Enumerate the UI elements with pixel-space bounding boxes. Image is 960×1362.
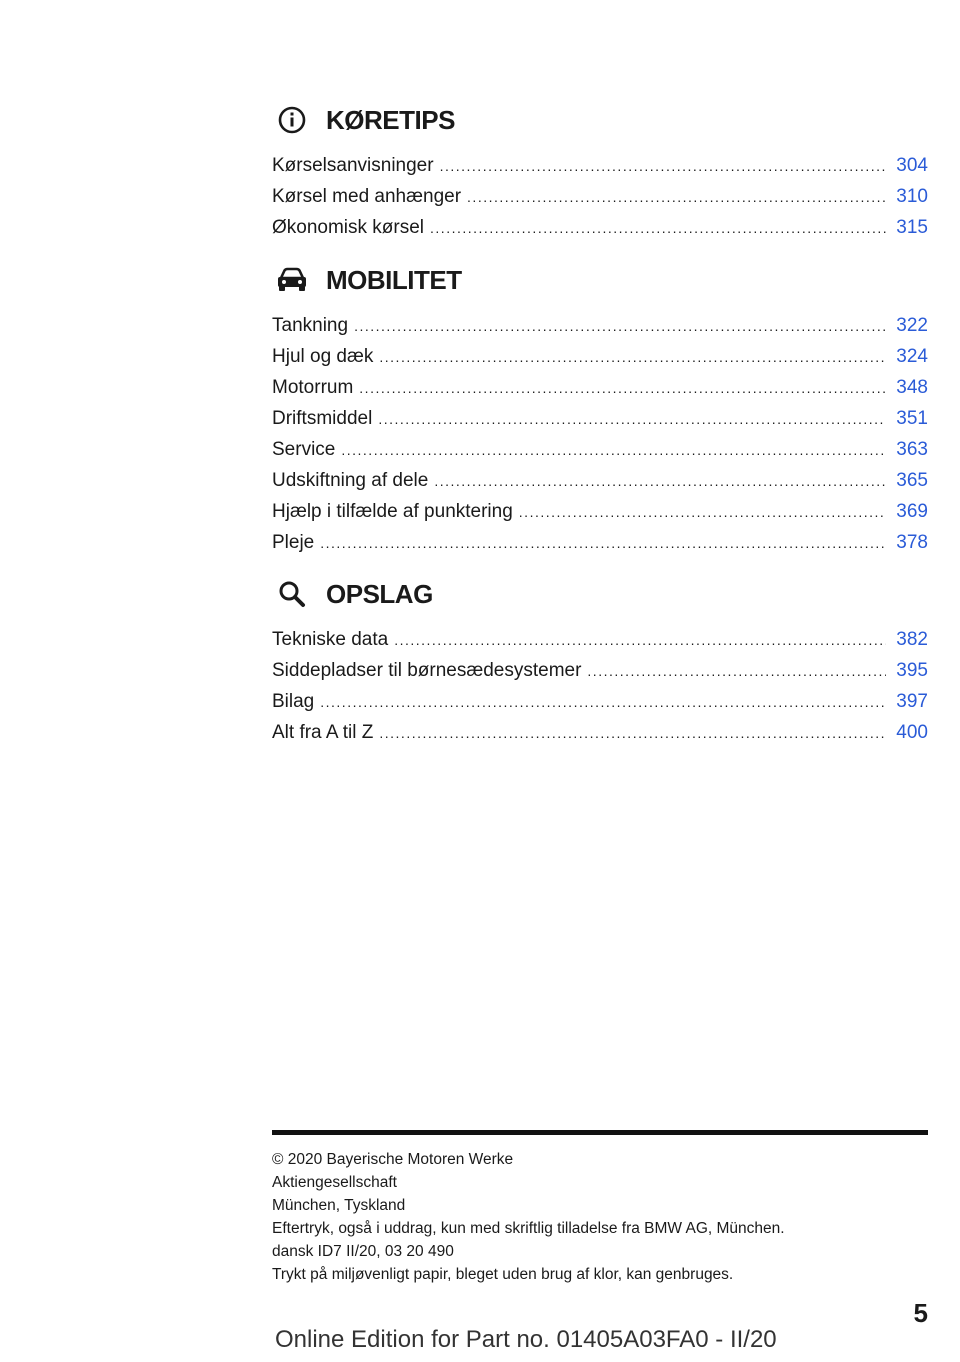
- toc-entry[interactable]: [272, 341, 928, 372]
- section-title: OPSLAG: [326, 578, 433, 609]
- toc-page-link[interactable]: 322: [896, 315, 928, 336]
- toc-entry-label: Hjul og dæk: [272, 346, 374, 367]
- search-icon: [272, 574, 312, 614]
- toc-page-link[interactable]: 324: [896, 346, 928, 367]
- toc-page-link[interactable]: 348: [896, 377, 928, 398]
- section-koretips: [272, 100, 928, 243]
- section-opslag: [272, 574, 928, 748]
- toc-list: [272, 310, 928, 558]
- section-mobilitet: [272, 260, 928, 558]
- toc-entry-label: Kørsel med anhænger: [272, 186, 462, 207]
- toc-entry-label: Økonomisk kørsel: [272, 217, 425, 238]
- toc-page-link[interactable]: 315: [896, 217, 928, 238]
- toc-entry-label: Tankning: [272, 315, 349, 336]
- imprint-line: Trykt på miljøvenligt papir, bleget uden brug af klor, kan genbruges.: [272, 1266, 734, 1283]
- page-number: 5: [913, 1298, 928, 1328]
- toc-entry-label: Siddepladser til børnesædesystemer: [272, 660, 582, 681]
- dot-leader: [379, 342, 886, 373]
- imprint-line: Aktiengesellschaft: [272, 1174, 397, 1191]
- dot-leader: [467, 182, 886, 213]
- toc-entry[interactable]: [272, 527, 928, 558]
- toc-page-link[interactable]: 397: [896, 691, 928, 712]
- dot-leader: [379, 718, 886, 749]
- toc-entry-label: Bilag: [272, 691, 315, 712]
- dot-leader: [440, 151, 886, 182]
- toc-page-link[interactable]: 400: [896, 722, 928, 743]
- dot-leader: [378, 404, 886, 435]
- online-edition-watermark: Online Edition for Part no. 01405A03FA0 - II/20: [275, 1326, 777, 1353]
- toc-entry[interactable]: [272, 403, 928, 434]
- dot-leader: [354, 311, 886, 342]
- toc-entry[interactable]: [272, 496, 928, 527]
- dot-leader: [587, 656, 886, 687]
- toc-entry-label: Udskiftning af dele: [272, 470, 429, 491]
- section-header: [272, 574, 928, 614]
- toc-page-link[interactable]: 310: [896, 186, 928, 207]
- toc-entry-label: Driftsmiddel: [272, 408, 373, 429]
- toc-entry-label: Service: [272, 439, 336, 460]
- section-title: KØRETIPS: [326, 104, 455, 135]
- toc-entry-label: Tekniske data: [272, 629, 389, 650]
- footer-divider: [272, 1130, 928, 1135]
- toc-page-link[interactable]: 382: [896, 629, 928, 650]
- dot-leader: [341, 435, 886, 466]
- section-title: MOBILITET: [326, 264, 462, 295]
- toc-page-link[interactable]: 365: [896, 470, 928, 491]
- section-header: [272, 100, 928, 140]
- toc-entry-label: Hjælp i tilfælde af punktering: [272, 501, 513, 522]
- toc-entry[interactable]: [272, 372, 928, 403]
- dot-leader: [320, 687, 886, 718]
- toc-entry-label: Alt fra A til Z: [272, 722, 374, 743]
- toc-page-link[interactable]: 351: [896, 408, 928, 429]
- toc-page-link[interactable]: 369: [896, 501, 928, 522]
- toc-page-link[interactable]: 363: [896, 439, 928, 460]
- toc-list: [272, 624, 928, 748]
- toc-page-link[interactable]: 378: [896, 532, 928, 553]
- dot-leader: [519, 497, 886, 528]
- toc-entry[interactable]: [272, 310, 928, 341]
- dot-leader: [359, 373, 886, 404]
- toc-entry-label: Motorrum: [272, 377, 354, 398]
- toc-entry-label: Kørselsanvisninger: [272, 155, 434, 176]
- toc-entry[interactable]: [272, 150, 928, 181]
- imprint-line: Eftertryk, også i uddrag, kun med skriftlig tilladelse fra BMW AG, München.: [272, 1220, 785, 1237]
- imprint-line: München, Tyskland: [272, 1197, 406, 1214]
- car-icon: [272, 260, 312, 300]
- dot-leader: [320, 528, 886, 559]
- toc-entry[interactable]: [272, 655, 928, 686]
- toc-entry[interactable]: [272, 434, 928, 465]
- dot-leader: [430, 213, 886, 244]
- toc-entry[interactable]: [272, 717, 928, 748]
- info-icon: [272, 100, 312, 140]
- section-header: [272, 260, 928, 300]
- toc-entry[interactable]: [272, 686, 928, 717]
- toc-page-link[interactable]: 395: [896, 660, 928, 681]
- toc-entry[interactable]: [272, 465, 928, 496]
- toc-entry[interactable]: [272, 181, 928, 212]
- dot-leader: [394, 625, 886, 656]
- imprint-line: dansk ID7 II/20, 03 20 490: [272, 1243, 454, 1260]
- imprint-line: © 2020 Bayerische Motoren Werke: [272, 1151, 514, 1168]
- toc-page-link[interactable]: 304: [896, 155, 928, 176]
- dot-leader: [434, 466, 886, 497]
- imprint: [272, 1148, 928, 1286]
- toc-list: [272, 150, 928, 243]
- toc-entry[interactable]: [272, 624, 928, 655]
- toc-entry-label: Pleje: [272, 532, 315, 553]
- toc-entry[interactable]: [272, 212, 928, 243]
